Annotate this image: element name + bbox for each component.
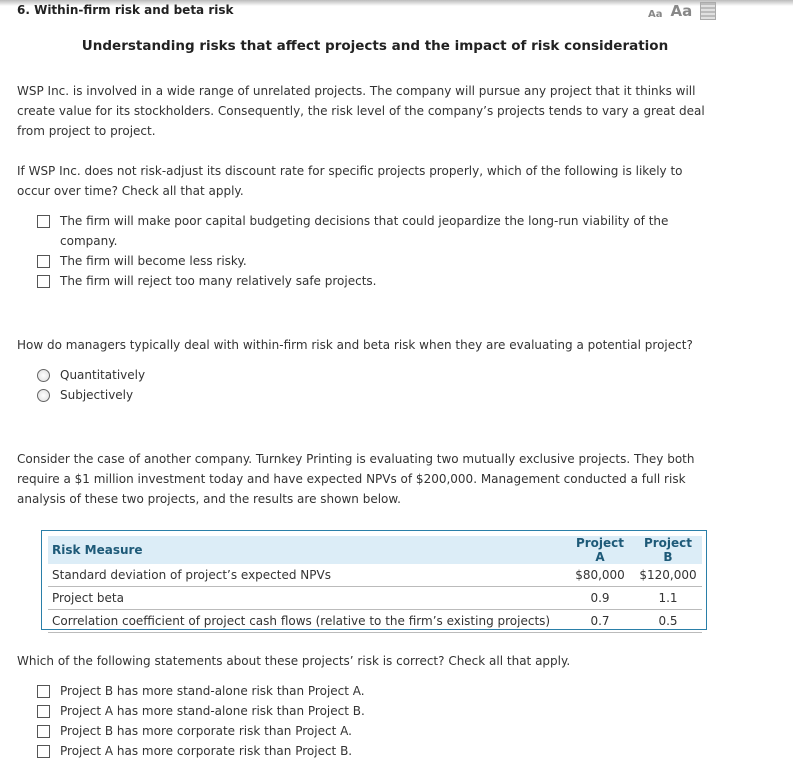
q3-option-1[interactable] <box>37 681 687 701</box>
cell: $80,000 <box>566 564 634 587</box>
q2-prompt: How do managers typically deal with within-firm risk and beta risk when they are evaluating a potential project? <box>17 338 693 352</box>
col-header: Risk Measure <box>48 536 566 564</box>
option-label: Subjectively <box>60 388 134 402</box>
table-header <box>48 536 702 564</box>
q1-prompt: If WSP Inc. does not risk-adjust its discount rate for specific projects properly, which of the following is likely to occur over time? Check all that apply. <box>17 164 683 198</box>
checkbox[interactable] <box>37 685 50 698</box>
cell: Standard deviation of project’s expected NPVs <box>48 564 566 587</box>
option-label: Project A has more corporate risk than Project B. <box>60 744 353 758</box>
cell: 0.9 <box>566 587 634 610</box>
option-label: The firm will reject too many relatively safe projects. <box>60 274 377 288</box>
checkbox[interactable] <box>37 725 50 738</box>
radio[interactable] <box>37 389 50 402</box>
option-label: The firm will make poor capital budgeting decisions that could jeopardize the long-run viability of the company. <box>60 214 669 248</box>
section-title: Understanding risks that affect projects and the impact of risk consideration <box>81 38 669 54</box>
option-label: The firm will become less risky. <box>60 254 247 268</box>
intro-text: WSP Inc. is involved in a wide range of unrelated projects. The company will pursue any project that it thinks will create value for its stockholders. Consequently, the risk level of the company’s projects tends to vary a great deal from project to project. <box>17 84 705 138</box>
q3-option-2[interactable] <box>37 701 687 721</box>
font-smaller-button[interactable]: Aa <box>648 9 663 20</box>
toolbar <box>648 2 716 20</box>
checkbox[interactable] <box>37 255 50 268</box>
option-label: Project A has more stand-alone risk than Project B. <box>60 704 365 718</box>
checkbox[interactable] <box>37 275 50 288</box>
cell: 1.1 <box>634 587 702 610</box>
checkbox[interactable] <box>37 705 50 718</box>
cell: $120,000 <box>634 564 702 587</box>
q1-option-1[interactable] <box>37 211 677 251</box>
q1-option-3[interactable] <box>37 271 687 291</box>
risk-table <box>41 530 707 630</box>
table-row <box>48 564 702 587</box>
option-label: Project B has more stand-alone risk than Project A. <box>60 684 365 698</box>
question-title: 6. Within-firm risk and beta risk <box>17 3 234 17</box>
q3-prompt: Which of the following statements about these projects’ risk is correct? Check all that apply. <box>17 654 571 668</box>
table-row <box>48 610 702 633</box>
cell: Correlation coefficient of project cash flows (relative to the firm’s existing projects) <box>48 610 566 633</box>
col-header: Project A <box>566 536 634 564</box>
case-text: Consider the case of another company. Turnkey Printing is evaluating two mutually exclusive projects. They both require a $1 million investment today and have expected NPVs of $200,000. Management conducted a full risk analysis of these two projects, and the results are shown below. <box>17 452 695 506</box>
radio[interactable] <box>37 369 50 382</box>
font-larger-button[interactable]: Aa <box>670 2 693 20</box>
q2-option-2[interactable] <box>37 385 687 405</box>
print-icon[interactable] <box>700 2 716 20</box>
col-header: Project B <box>634 536 702 564</box>
option-label: Quantitatively <box>60 368 146 382</box>
option-label: Project B has more corporate risk than Project A. <box>60 724 352 738</box>
q1-option-2[interactable] <box>37 251 687 271</box>
checkbox[interactable] <box>37 745 50 758</box>
cell: Project beta <box>48 587 566 610</box>
cell: 0.5 <box>634 610 702 633</box>
q3-option-3[interactable] <box>37 721 687 741</box>
q2-option-1[interactable] <box>37 365 687 385</box>
checkbox[interactable] <box>37 215 50 228</box>
q3-option-4[interactable] <box>37 741 687 761</box>
cell: 0.7 <box>566 610 634 633</box>
table-row <box>48 587 702 610</box>
